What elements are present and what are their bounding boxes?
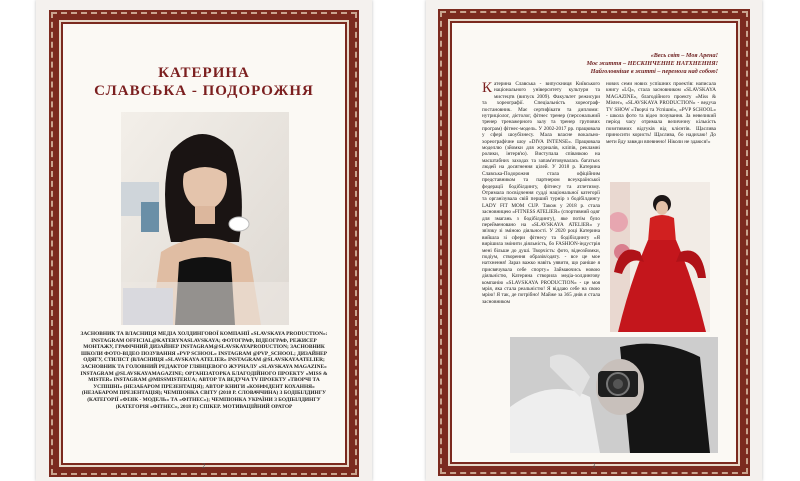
article-column-2 xyxy=(606,81,716,181)
title-name: КАТЕРИНА xyxy=(158,65,250,81)
page-number: 2 xyxy=(202,462,206,470)
red-dress-illustration xyxy=(610,182,710,332)
portrait-photo xyxy=(121,112,289,325)
drop-cap: К xyxy=(482,81,493,96)
article-text: нових семи нових успішних проектів: написала книгу «LQ», стала засновником «SLAVSKAYA MAGAZINE», благодійного проекту «Міss & Mister», «SLAVSKAYA PRODUCTION» - ведуча TV SHOW «Творчі та Успішні», «PVP SCHOOL» - школа фото та відео позування. За невеликий період часу отримала величезну кількість позитивних відгуків від клієнтів. Щасливa приносити користь! Щасливa, бо надихаю! До мети йду завжди впевнено! Ніколи не здаюся!» xyxy=(606,81,716,145)
red-dress-photo xyxy=(610,182,710,332)
ornamental-border xyxy=(438,9,750,476)
title-surname: СЛАВСЬКА - ПОДОРОЖНЯ xyxy=(94,83,314,99)
camera-photo xyxy=(510,337,718,453)
left-page xyxy=(36,0,372,481)
motto-quote xyxy=(587,52,718,76)
bio-caption: ЗАСНОВНИК ТА ВЛАСНИЦЯ МЕДІА ХОЛДИНГОВОЇ КОМПАНІЇ «SLAVSKAYA PRODUCTION»: INSTAGRAM OFFICIAL@KATERYNASLAVSKAYA; ФОТОГРАФ, ВІДЕОГРАФ, РЕЖИСЕР МОНТАЖУ, ГРАФІЧНИЙ ДИЗАЙНЕР INSTAGRAM@SLAVSKAYAPRODUCTION; ЗАСНОВНИК ШКОЛИ ФОТО-ВІДЕО ПОЗУВАННЯ «PVP SCHOOL» INSTAGRAM @PVP_SCHOOL; ДИЗАЙНЕР ОДЯГУ, СТИЛІСТ (ВЛАСНИЦЯ «SLAVSKAYA ATELIER» INSTAGRAM @SLAVSKAYAATELIER; ЗАСНОВНИК ТА ГОЛОВНИЙ РЕДАКТОР ГЛЯНЦЕВОГО ЖУРНАЛУ «SLAVSKAYA MAGAZINE» INSTAGRAM @SLAVSKAYAMAGAZINE; ОРГАНІЗАТОРКА БЛАГОДІЙНОГО ПРОЕКТУ «MISS & MISTER» INSTAGRAM @MISSMISTERUA; АВТОР ТА ВЕДУЧА TV ПРОЕКТУ «ТВОРЧІ ТА УСПІШНІ» (НЕЗАБАРОМ ПРЕЗЕНТАЦІЯ); АВТОР КНИГИ «КОНФІДЕНТ КОХАННЯ» (НЕЗАБАРОМ ПРЕЗЕНТАЦІЯ); ЧЕМПІОНКА СВІТУ (2018 Р. СЛОВАЧЧИНА) З БОДІБІЛДИНГУ (КАТЕГОРІЇ «ФІЗІК - МОДЕЛЬ» ТА «ФІТНЕС»); ЧЕМПІОНКА УКРАЇНИ З БОДІБІЛДИНГУ (КАТЕГОРІЯ «ФІТНЕС», 2018 Р.) СПІКЕР. МОТИВАЦІЙНИЙ ОРАТОР xyxy=(80,331,328,410)
article-text: атерина Славська - випускниця Київського національного університету культури та мистецтв (випуск 2009). Факультет режисури та хореографії. Спеціальність хореограф-постановник. Має сертифікати та дипломи: ​​нутриціолог, дієтолог, фітнес тренер (персональний тренер тренажерного залу та тренер групових програм) фітнес-модель. У 2002-2017 рр. працювала у сфері шоубізнесу. Мала власне вокально-хореографічне шоу «DIVA INTENSE». Працювала моделлю (зйомки для журналів, кліпів, рекламні ролики, інтерв'ю). Виступала співачкою на масштабних заходах та запам'ятовувалась багатьох людей на досягнення цілей. У 2018 р. Катерина Славська-Подорожня стала офіційним представником та партнером всеукраїнської федерації бодібілдингу, фітнесу та атлетизму. Отримала посвідчення судді національної категорії та організувала свій перший турнір з бодібілдингу LADY FIT MOM CUP. Також у 2018 р. стала засновницею «FITNESS ATELIER» (спортивний одяг для змагань з бодібілдингу), яке потім було перейменовано на «SLAVSKAYA ATELIER» у зв'язку зі зміною діяльності. У 2020 році Катерина вийшла зі сфери фітнесу та бодібілдингу «Я вирішила змінити діяльність, бо FASHION-індустрія мені більше до душі. Творчість: фото, відеозйомки, подіум, створення образів/одягу. - все це мое натхнення! Зараз важко навіть уявити, що раніше я присвячувала себе спорту» Займаючись новою діяльністю, Катерина створила медіа-холдингову компанію «SLAVSKAYA PRODUCTION» - це моя мрія, яка стала реальністю! Я віддаю себе на свою мрію! Я так, де потрібно! Майже за 365 днів я стала засновником xyxy=(482,81,600,305)
right-page xyxy=(426,0,762,481)
camera-photo-illustration xyxy=(510,337,718,453)
ornamental-border xyxy=(49,10,359,477)
motto-line: «Весь світ – Моя Арена! xyxy=(650,52,718,59)
page-number: 3 xyxy=(592,462,596,470)
portrait-illustration xyxy=(121,112,289,325)
motto-line: Найголовніше в житті – перемога над собою! xyxy=(590,68,718,75)
motto-line: Моє життя – НЕСКІНЧЕННЕ НАТХНЕННЯ! xyxy=(586,60,718,67)
